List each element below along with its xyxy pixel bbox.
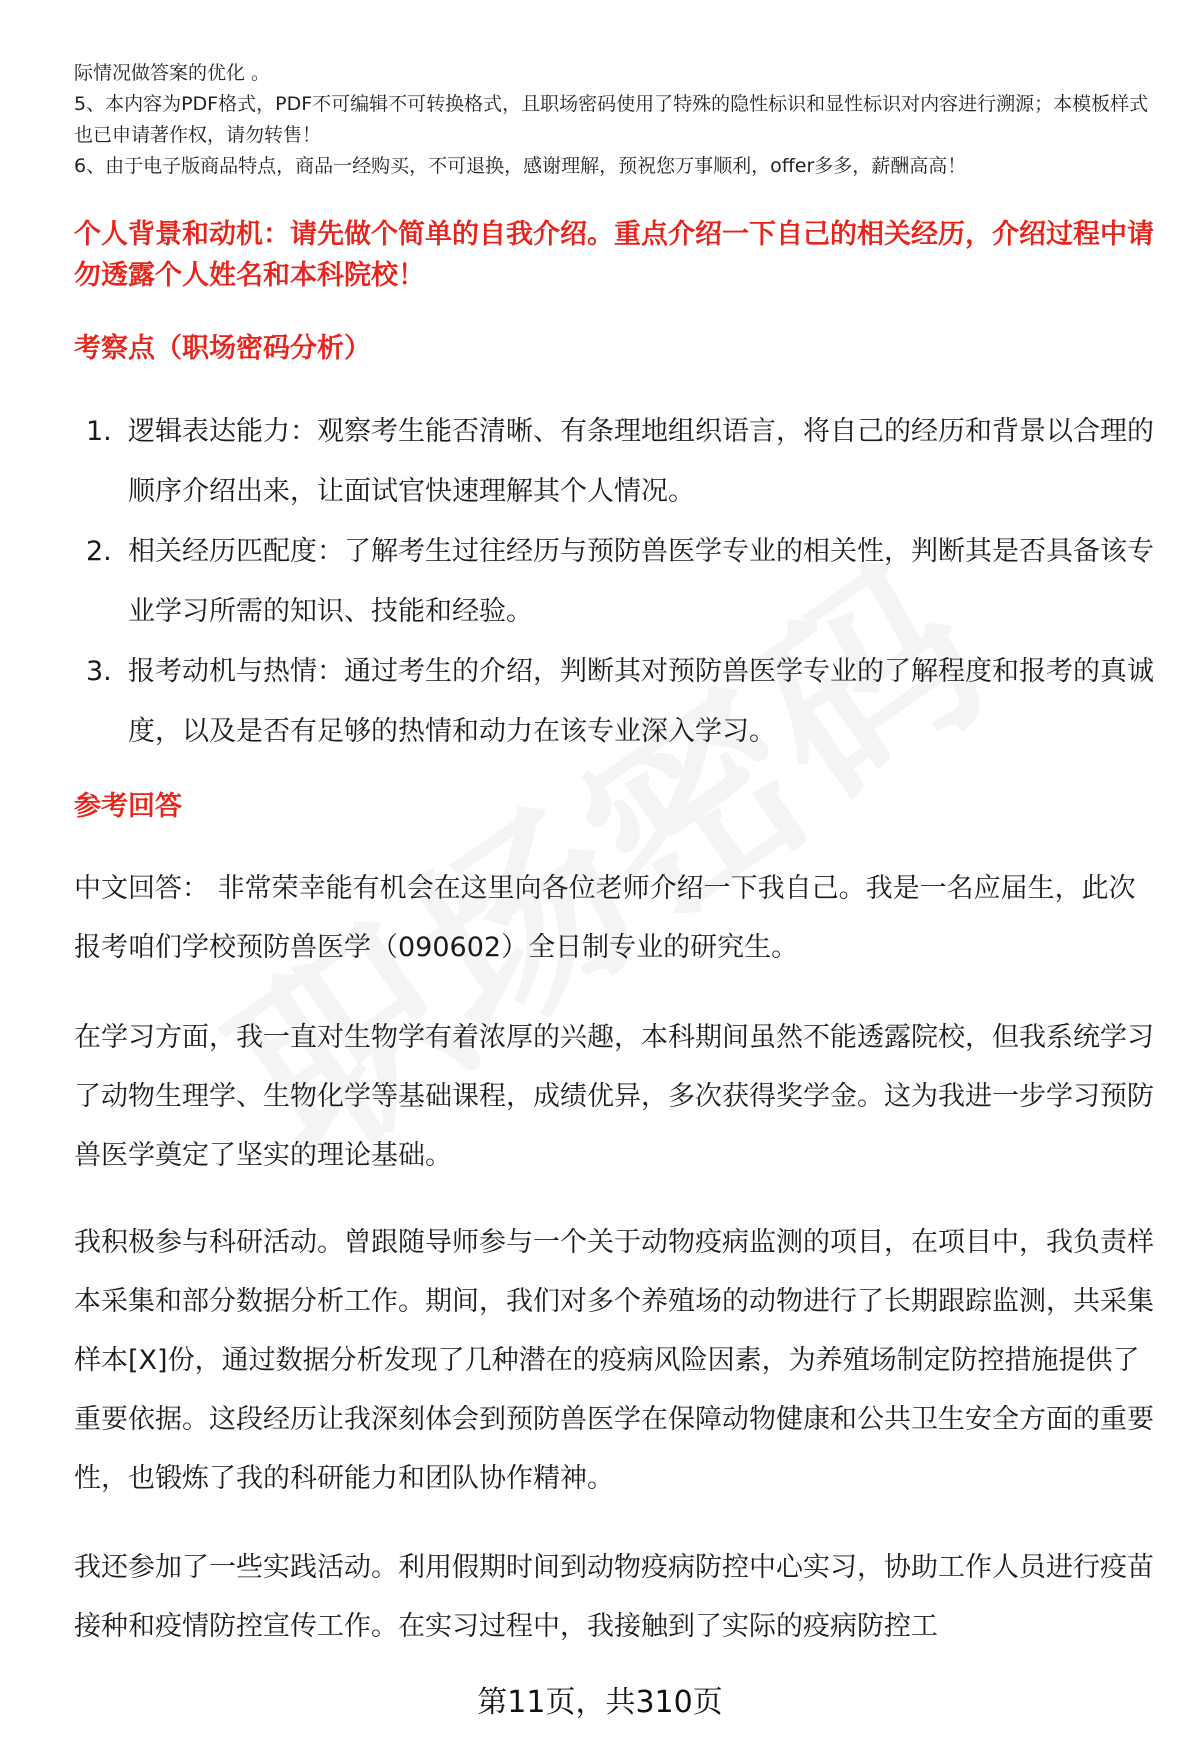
note-line: 际情况做答案的优化 。 [74, 62, 271, 84]
notes-block [74, 58, 1154, 182]
list-text: 报考动机与热情：通过考生的介绍，判断其对预防兽医学专业的了解程度和报考的真诚度，以及是否有足够的热情和动力在该专业深入学习。 [128, 656, 1154, 747]
answer-paragraph: 我还参加了一些实践活动。利用假期时间到动物疫病防控中心实习，协助工作人员进行疫苗接种和疫情防控宣传工作。在实习过程中，我接触到了实际的疫病防控工 [74, 1552, 1154, 1642]
answer-paragraph: 中文回答： 非常荣幸能有机会在这里向各位老师介绍一下我自己。我是一名应届生，此次报考咱们学校预防兽医学（090602）全日制专业的研究生。 [74, 873, 1136, 963]
assessment-points [74, 402, 1154, 762]
section-title-assessment: 考察点（职场密码分析） [74, 333, 371, 364]
list-number: 3. [86, 656, 112, 687]
section-title-answer: 参考回答 [74, 791, 182, 822]
list-item [74, 642, 1154, 762]
list-text: 相关经历匹配度：了解考生过往经历与预防兽医学专业的相关性，判断其是否具备该专业学习所需的知识、技能和经验。 [128, 536, 1154, 627]
list-text: 逻辑表达能力：观察考生能否清晰、有条理地组织语言，将自己的经历和背景以合理的顺序介绍出来，让面试官快速理解其个人情况。 [128, 416, 1154, 507]
page-number: 第11页，共310页 [477, 1685, 723, 1720]
interview-question: 个人背景和动机：请先做个简单的自我介绍。重点介绍一下自己的相关经历，介绍过程中请勿透露个人姓名和本科院校！ [74, 219, 1154, 291]
list-item [74, 522, 1154, 642]
answer-paragraph: 我积极参与科研活动。曾跟随导师参与一个关于动物疫病监测的项目，在项目中，我负责样本采集和部分数据分析工作。期间，我们对多个养殖场的动物进行了长期跟踪监测，共采集样本[X]份，通过数据分析发现了几种潜在的疫病风险因素，为养殖场制定防控措施提供了重要依据。这段经历让我深刻体会到预防兽医学在保障动物健康和公共卫生安全方面的重要性，也锻炼了我的科研能力和团队协作精神。 [74, 1227, 1154, 1494]
list-number: 1. [86, 416, 112, 447]
list-number: 2. [86, 536, 112, 567]
answer-paragraph: 在学习方面，我一直对生物学有着浓厚的兴趣，本科期间虽然不能透露院校，但我系统学习了动物生理学、生物化学等基础课程，成绩优异，多次获得奖学金。这为我进一步学习预防兽医学奠定了坚实的理论基础。 [74, 1022, 1154, 1171]
note-line: 6、由于电子版商品特点，商品一经购买，不可退换，感谢理解，预祝您万事顺利，offer多多，薪酬高高！ [74, 155, 967, 177]
note-line: 5、本内容为PDF格式，PDF不可编辑不可转换格式，且职场密码使用了特殊的隐性标识和显性标识对内容进行溯源；本模板样式也已申请著作权，请勿转售！ [74, 93, 1149, 146]
list-item [74, 402, 1154, 522]
